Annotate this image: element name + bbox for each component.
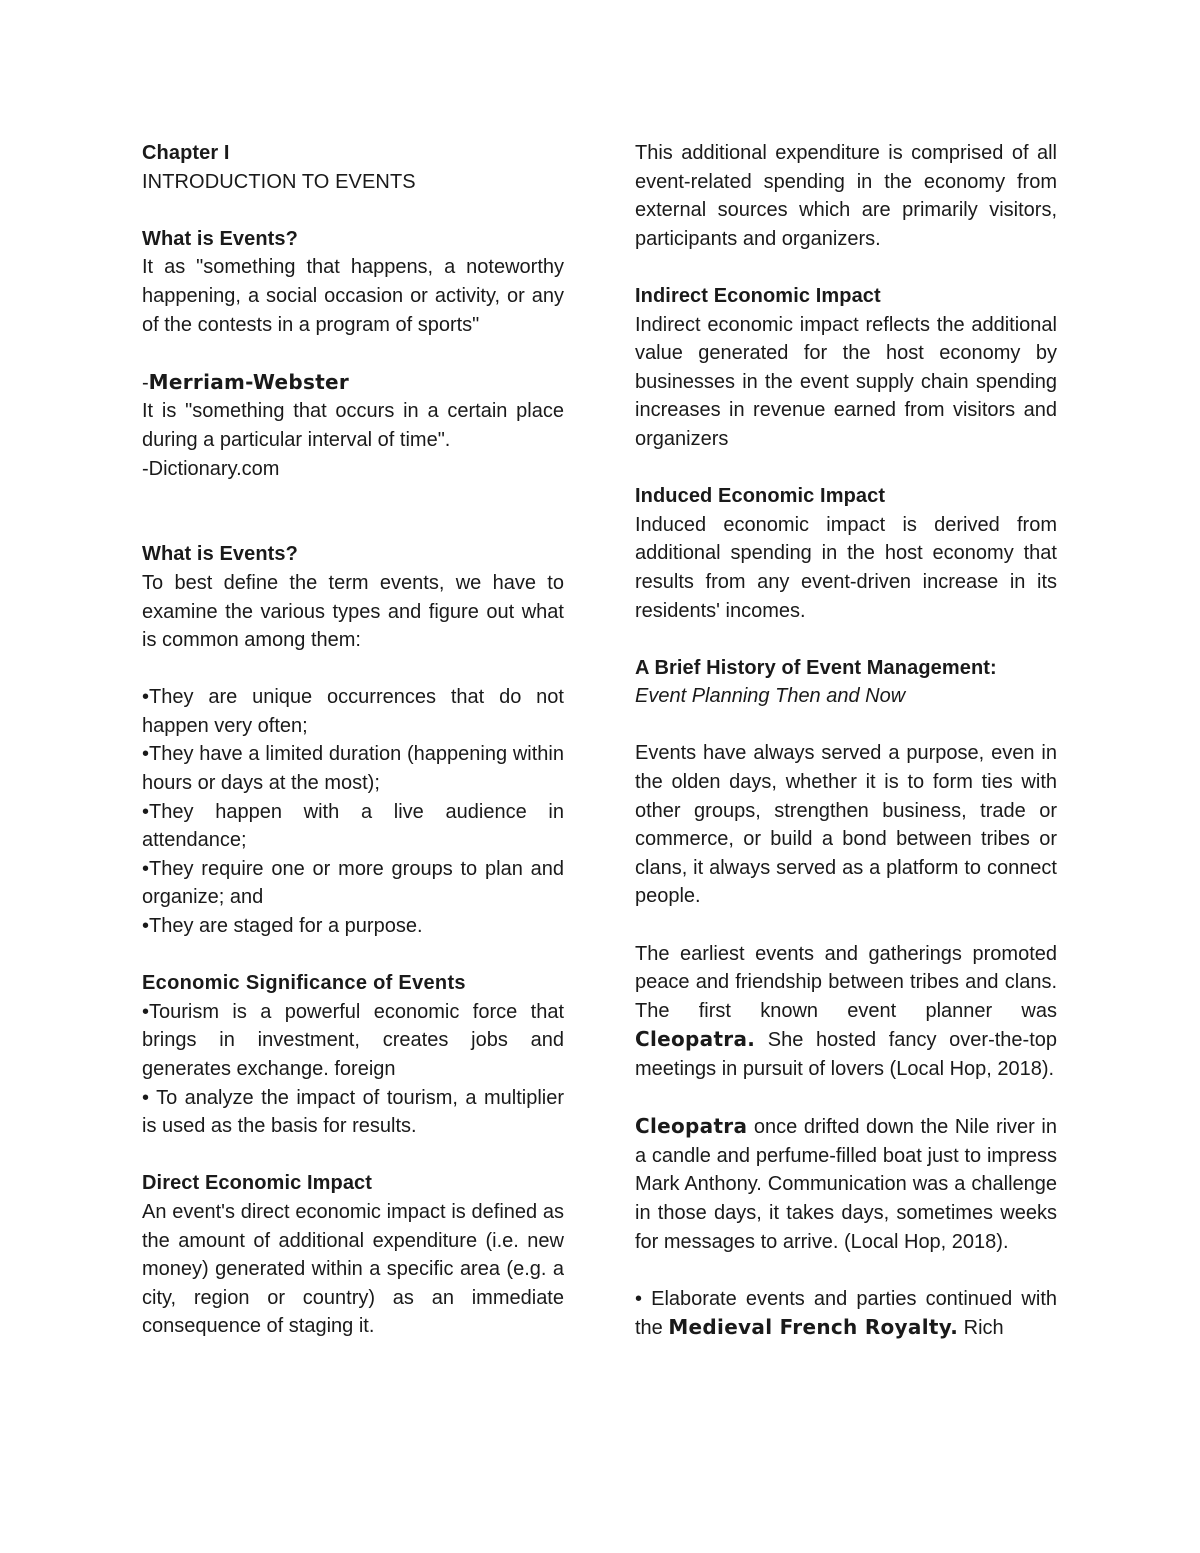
- definition-merriam: It as "something that happens, a noteworthy happening, a social occasion or activity, or any of the contests in a program of sports": [142, 256, 564, 336]
- section-heading-what-is-events-2: What is Events?: [142, 543, 298, 566]
- list-item: • They have a limited duration (happening within hours or days at the most);: [142, 740, 564, 797]
- chapter-title: INTRODUCTION TO EVENTS: [142, 170, 416, 193]
- chapter-number: Chapter I: [142, 142, 230, 164]
- section-heading-indirect-impact: Indirect Economic Impact: [635, 284, 881, 307]
- section-heading-history: A Brief History of Event Management:: [635, 656, 997, 679]
- list-item: • They require one or more groups to plan and organize; and: [142, 855, 564, 912]
- source-dictionary: -Dictionary.com: [142, 457, 280, 480]
- intro-paragraph: To best define the term events, we have to examine the various types and figure out what is common among them:: [142, 571, 564, 652]
- induced-impact-text: Induced economic impact is derived from additional spending in the host economy that results from any event-driven increase in its residents' incomes.: [635, 513, 1057, 622]
- list-item: • They happen with a live audience in attendance;: [142, 798, 564, 855]
- right-column: [635, 139, 1057, 1343]
- section-heading-direct-impact: Direct Economic Impact: [142, 1172, 373, 1195]
- economic-point-multiplier: • To analyze the impact of tourism, a multiplier is used as the basis for results.: [142, 1086, 564, 1138]
- list-item: • They are staged for a purpose.: [142, 912, 564, 941]
- indirect-impact-text: Indirect economic impact reflects the additional value generated for the host economy by businesses in the event supply chain spending increases in revenue earned from visitors and organizers: [635, 313, 1057, 450]
- section-heading-economic-significance: Economic Significance of Events: [142, 972, 466, 995]
- section-heading-what-is-events: What is Events?: [142, 227, 298, 250]
- list-item: • They are unique occurrences that do not happen very often;: [142, 683, 564, 740]
- history-subtitle: Event Planning Then and Now: [635, 685, 906, 708]
- source-merriam: -Merriam-Webster: [142, 369, 350, 394]
- left-column: [142, 139, 564, 1341]
- history-paragraph-3: Cleopatra once drifted down the Nile river in a candle and perfume-filled boat just to impress Mark Anthony. Communication was a challenge in those days, it takes days, sometimes weeks for messages to arrive. (Local Hop, 2018).: [635, 1114, 1057, 1253]
- direct-impact-text: An event's direct economic impact is defined as the amount of additional expenditure (i.e. new money) generated within a specific area (e.g. a city, region or country) as an immediate consequence of staging it.: [142, 1200, 564, 1338]
- definition-dictionary: It is "something that occurs in a certain place during a particular interval of time".: [142, 400, 564, 451]
- section-heading-induced-impact: Induced Economic Impact: [635, 485, 886, 508]
- continued-paragraph: This additional expenditure is comprised of all event-related spending in the economy from external sources which are primarily visitors, participants and organizers.: [635, 142, 1057, 250]
- event-traits-list: [142, 683, 564, 940]
- history-paragraph-4: • Elaborate events and parties continued with the Medieval French Royalty. Rich: [635, 1287, 1057, 1340]
- economic-point-tourism: •Tourism is a powerful economic force that brings in investment, creates jobs and generates exchange. foreign: [142, 1000, 564, 1080]
- history-paragraph-2: The earliest events and gatherings promoted peace and friendship between tribes and clans. The first known event planner was Cleopatra. She hosted fancy over-the-top meetings in pursuit of lovers (Local Hop, 2018).: [635, 942, 1057, 1080]
- history-paragraph-1: Events have always served a purpose, even in the olden days, whether it is to form ties with other groups, strengthen business, trade or commerce, or build a bond between tribes or clans, it always served as a platform to connect people.: [635, 742, 1057, 908]
